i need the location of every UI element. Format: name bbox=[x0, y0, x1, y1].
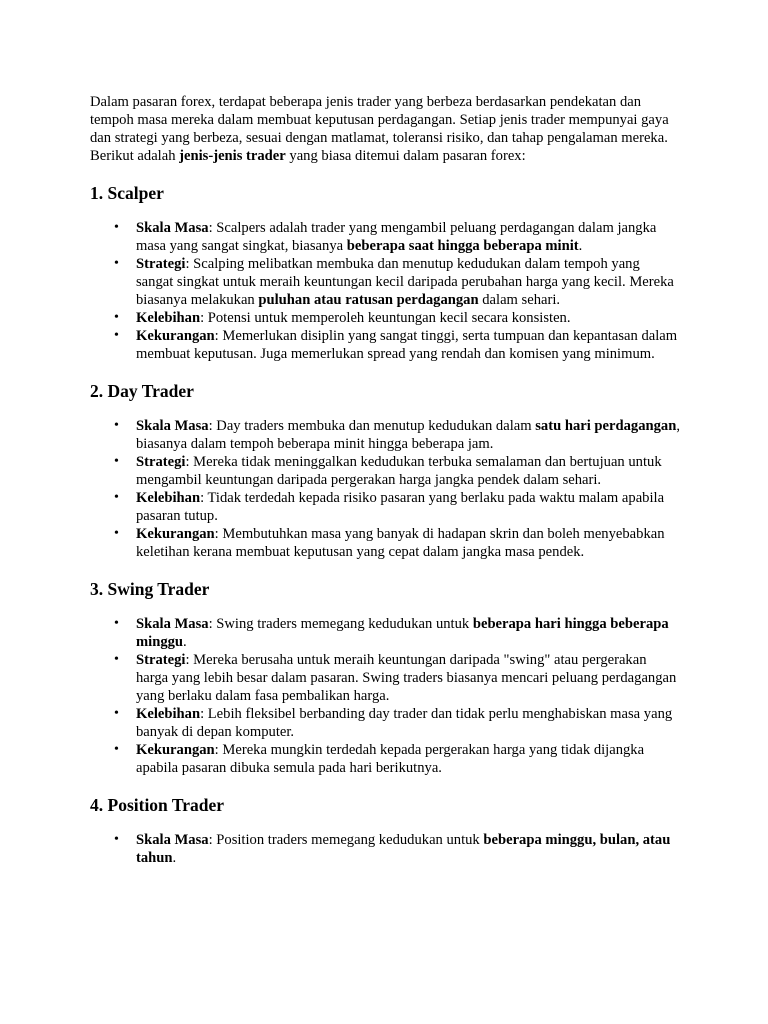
bold-term: Kekurangan bbox=[136, 328, 215, 344]
bold-term: Strategi bbox=[136, 256, 186, 272]
bold-term: jenis-jenis trader bbox=[179, 148, 286, 164]
list-day-trader bbox=[90, 417, 680, 561]
bold-term: Kelebihan bbox=[136, 310, 201, 326]
list-item: • Kelebihan: Tidak terdedah kepada risiko pasaran yang berlaku pada waktu malam apabila pasaran tutup. bbox=[136, 489, 680, 525]
bold-term: Kekurangan bbox=[136, 742, 215, 758]
bold-term: Skala Masa bbox=[136, 616, 209, 632]
list-item: • Skala Masa: Swing traders memegang kedudukan untuk beberapa hari hingga beberapa minggu. bbox=[136, 615, 680, 651]
heading-position-trader: 4. Position Trader bbox=[90, 795, 225, 815]
heading-day-trader: 2. Day Trader bbox=[90, 381, 194, 401]
list-item: • Strategi: Mereka berusaha untuk meraih keuntungan daripada "swing" atau pergerakan harga yang lebih besar dalam pasaran. Swing traders biasanya mencari peluang perdagangan yang berlaku dalam fasa pembalikan harga. bbox=[136, 651, 680, 705]
list-item: • Kekurangan: Mereka mungkin terdedah kepada pergerakan harga yang tidak dijangka apabila pasaran dibuka semula pada hari berikutnya. bbox=[136, 741, 680, 777]
bold-term: beberapa saat hingga beberapa minit bbox=[346, 238, 579, 254]
list-swing-trader bbox=[90, 615, 680, 777]
list-position-trader bbox=[90, 831, 680, 867]
list-item: • Skala Masa: Scalpers adalah trader yang mengambil peluang perdagangan dalam jangka masa yang sangat singkat, biasanya beberapa saat hingga beberapa minit. bbox=[136, 219, 680, 255]
list-scalper bbox=[90, 219, 680, 363]
list-item: • Kelebihan: Lebih fleksibel berbanding day trader dan tidak perlu menghabiskan masa yang banyak di depan komputer. bbox=[136, 705, 680, 741]
heading-scalper: 1. Scalper bbox=[90, 183, 164, 203]
bold-term: Strategi bbox=[136, 454, 186, 470]
bold-term: beberapa minggu, bulan, atau tahun bbox=[136, 832, 671, 866]
document-body bbox=[90, 93, 680, 867]
bold-term: satu hari perdagangan bbox=[535, 418, 677, 434]
bold-term: Kekurangan bbox=[136, 526, 215, 542]
list-item: • Kelebihan: Potensi untuk memperoleh keuntungan kecil secara konsisten. bbox=[136, 309, 680, 327]
intro-paragraph: Dalam pasaran forex, terdapat beberapa jenis trader yang berbeza berdasarkan pendekatan dan tempoh masa mereka dalam membuat keputusan perdagangan. Setiap jenis trader mempunyai gaya dan strategi yang berbeza, sesuai dengan matlamat, toleransi risiko, dan tahap pengalaman mereka. Berikut adalah jenis-jenis trader yang biasa ditemui dalam pasaran forex: bbox=[90, 94, 669, 164]
bold-term: puluhan atau ratusan perdagangan bbox=[258, 292, 479, 308]
list-item: • Kekurangan: Membutuhkan masa yang banyak di hadapan skrin dan boleh menyebabkan keletihan kerana membuat keputusan yang cepat dalam jangka masa pendek. bbox=[136, 525, 680, 561]
bold-term: Strategi bbox=[136, 652, 186, 668]
heading-swing-trader: 3. Swing Trader bbox=[90, 579, 210, 599]
list-item: • Kekurangan: Memerlukan disiplin yang sangat tinggi, serta tumpuan dan kepantasan dalam membuat keputusan. Juga memerlukan spread yang rendah dan komisen yang minimum. bbox=[136, 327, 680, 363]
bold-term: Skala Masa bbox=[136, 220, 209, 236]
bold-term: beberapa hari hingga beberapa minggu bbox=[136, 616, 669, 650]
bold-term: Kelebihan bbox=[136, 490, 201, 506]
list-item: • Skala Masa: Day traders membuka dan menutup kedudukan dalam satu hari perdagangan, biasanya dalam tempoh beberapa minit hingga beberapa jam. bbox=[136, 417, 680, 453]
list-item: • Strategi: Mereka tidak meninggalkan kedudukan terbuka semalaman dan bertujuan untuk mengambil keuntungan daripada pergerakan harga jangka pendek dalam sehari. bbox=[136, 453, 680, 489]
list-item: • Strategi: Scalping melibatkan membuka dan menutup kedudukan dalam tempoh yang sangat singkat untuk meraih keuntungan kecil daripada perubahan harga yang kecil. Mereka biasanya melakukan puluhan atau ratusan perdagangan dalam sehari. bbox=[136, 255, 680, 309]
bold-term: Skala Masa bbox=[136, 832, 209, 848]
bold-term: Skala Masa bbox=[136, 418, 209, 434]
list-item: • Skala Masa: Position traders memegang kedudukan untuk beberapa minggu, bulan, atau tahun. bbox=[136, 831, 680, 867]
bold-term: Kelebihan bbox=[136, 706, 201, 722]
